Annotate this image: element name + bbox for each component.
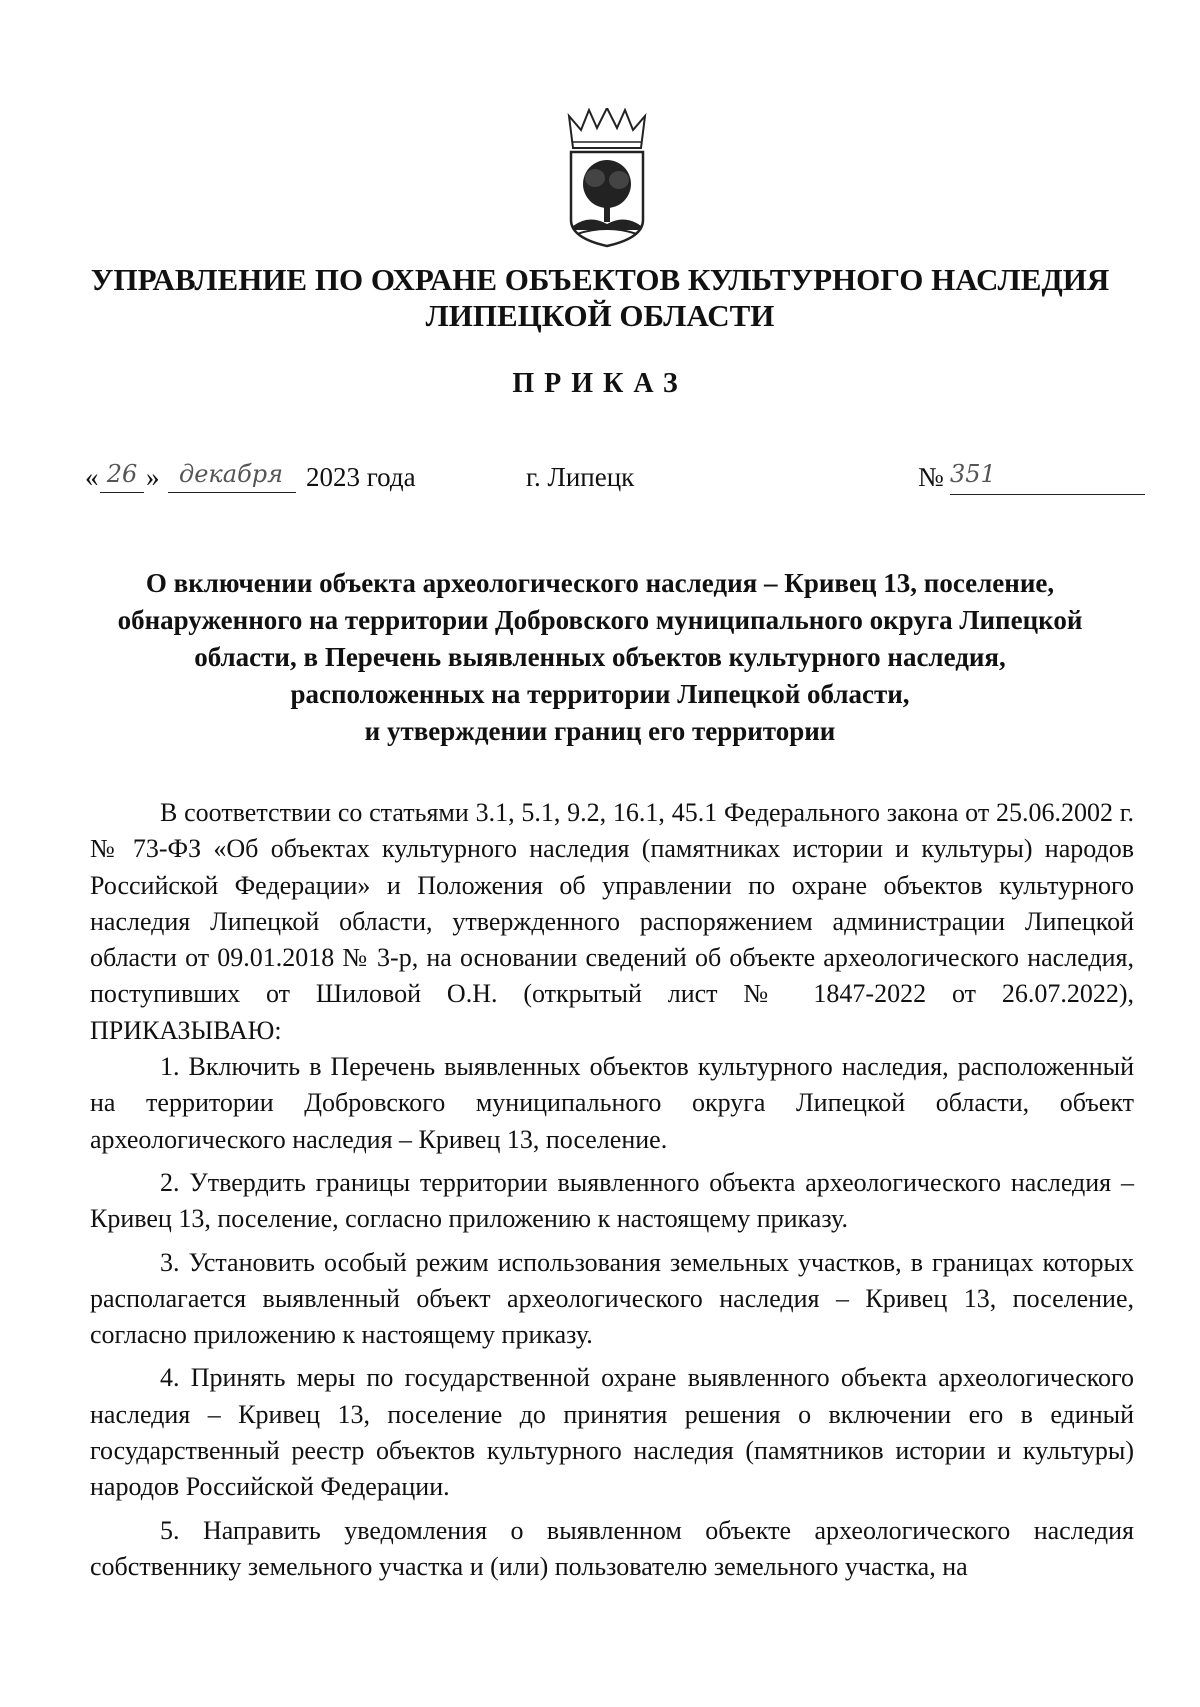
preamble-paragraph: В соответствии со статьями 3.1, 5.1, 9.2, 16.1, 45.1 Федерального закона от 25.06.2002 г. № 73-ФЗ «Об объектах культурного наследия (памятниках истории и культуры) народов Российской Федерации» и Положения об управлении по охране объектов культурного наследия Липецкой области, утвержденного распоряжением администрации Липецкой области от 09.01.2018 № 3-р, на основании сведений об объекте археологического наследия, поступивших от Шиловой О.Н. (открытый лист № 1847-2022 от 26.07.2022), ПРИКАЗЫВАЮ: (90, 798, 1134, 1045)
month-underline (168, 492, 296, 493)
title-line: области, в Перечень выявленных объектов культурного наследия, (194, 642, 1006, 672)
number-label: № (918, 462, 944, 492)
quote-close: » (146, 462, 160, 492)
title-line: О включении объекта археологического наследия – Кривец 13, поселение, (145, 568, 1055, 598)
coat-of-arms-emblem (565, 108, 649, 248)
handwritten-month: декабря (179, 460, 283, 488)
order-item-5: 5. Направить уведомления о выявленном объекте археологического наследия собственнику земельного участка и (или) пользователю земельного участка, на (90, 1515, 1134, 1581)
agency-name-line1: УПРАВЛЕНИЕ ПО ОХРАНЕ ОБЪЕКТОВ КУЛЬТУРНОГО НАСЛЕДИЯ (90, 262, 1110, 297)
agency-name-line2: ЛИПЕЦКОЙ ОБЛАСТИ (425, 298, 775, 333)
number-underline (950, 494, 1145, 495)
document-title (95, 565, 1105, 750)
handwritten-day: 26 (106, 460, 138, 488)
order-item-3: 3. Установить особый режим использования земельных участков, в границах которых располагается выявленный объект археологического наследия – Кривец 13, поселение, согласно приложению к настоящему приказу. (90, 1247, 1134, 1350)
order-item-4: 4. Принять меры по государственной охране выявленного объекта археологического наследия – Кривец 13, поселение до принятия решения о включении его в единый государственный реестр объектов культурного наследия (памятников истории и культуры) народов Российской Федерации. (90, 1363, 1134, 1502)
title-line: обнаруженного на территории Добровского муниципального округа Липецкой (117, 605, 1083, 635)
title-line: и утверждении границ его территории (364, 716, 836, 746)
order-item-1: 1. Включить в Перечень выявленных объектов культурного наследия, расположенный на территории Добровского муниципального округа Липецкой области, объект археологического наследия – Кривец 13, поселение. (90, 1052, 1134, 1154)
day-underline (100, 492, 144, 493)
document-type-heading: ПРИКАЗ (512, 368, 688, 399)
date-number-line (0, 458, 1200, 510)
city: г. Липецк (526, 462, 635, 492)
quote-open: « (85, 462, 99, 492)
order-item-2: 2. Утвердить границы территории выявленного объекта археологического наследия – Кривец 13, поселение, согласно приложению к настоящему приказу. (90, 1167, 1134, 1234)
document-body (90, 795, 1134, 1592)
date-year: 2023 года (306, 462, 416, 492)
handwritten-number: 351 (950, 460, 996, 488)
agency-name (80, 262, 1120, 334)
title-line: расположенных на территории Липецкой области, (290, 679, 910, 709)
